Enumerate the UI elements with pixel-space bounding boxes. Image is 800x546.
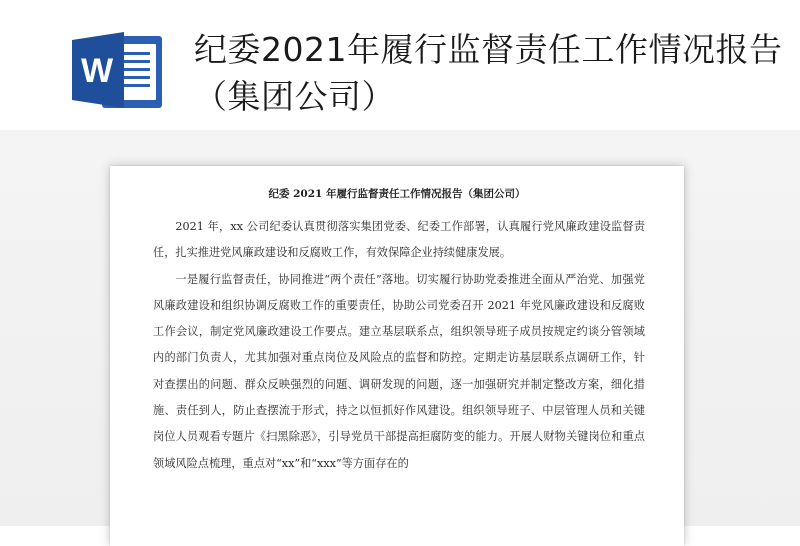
header-banner [0,0,800,130]
page-title: 纪委2021年履行监督责任工作情况报告（集团公司） [194,30,783,116]
document-title: 纪委 2021 年履行监督责任工作情况报告（集团公司） [268,188,526,200]
document-page [110,166,684,546]
paragraph: 一是履行监督责任，协同推进“两个责任”落地。切实履行协助党委推进全面从严治党、加强党风廉政建设和组织协调反腐败工作的重要责任，协助公司党委召开 2021 年党风廉政建设和反腐败工作会议，制定党风廉政建设工作要点。建立基层联系点，组织领导班子成员按规定约谈分管领域内的部门负责人，尤其加强对重点岗位及风险点的监督和防控。定期走访基层联系点调研工作，针对查摆出的问题、群众反映强烈的问题、调研发现的问题，逐一加强研究并制定整改方案，细化措施、责任到人，防止查摆流于形式，持之以恒抓好作风建设。组织领导班子、中层管理人员和关键岗位人员观看专题片《扫黑除恶》，引导党员干部提高拒腐防变的能力。开展人财物关键岗位和重点领域风险点梳理，重点对“xx”和“xxx”等方面存在的 [153,272,645,470]
word-icon [72,30,168,110]
document-body [153,214,645,477]
word-icon-letter: W [80,52,114,90]
paragraph: 2021 年，xx 公司纪委认真贯彻落实集团党委、纪委工作部署，认真履行党风廉政建设监督责任，扎实推进党风廉政建设和反腐败工作，有效保障企业持续健康发展。 [153,220,645,260]
